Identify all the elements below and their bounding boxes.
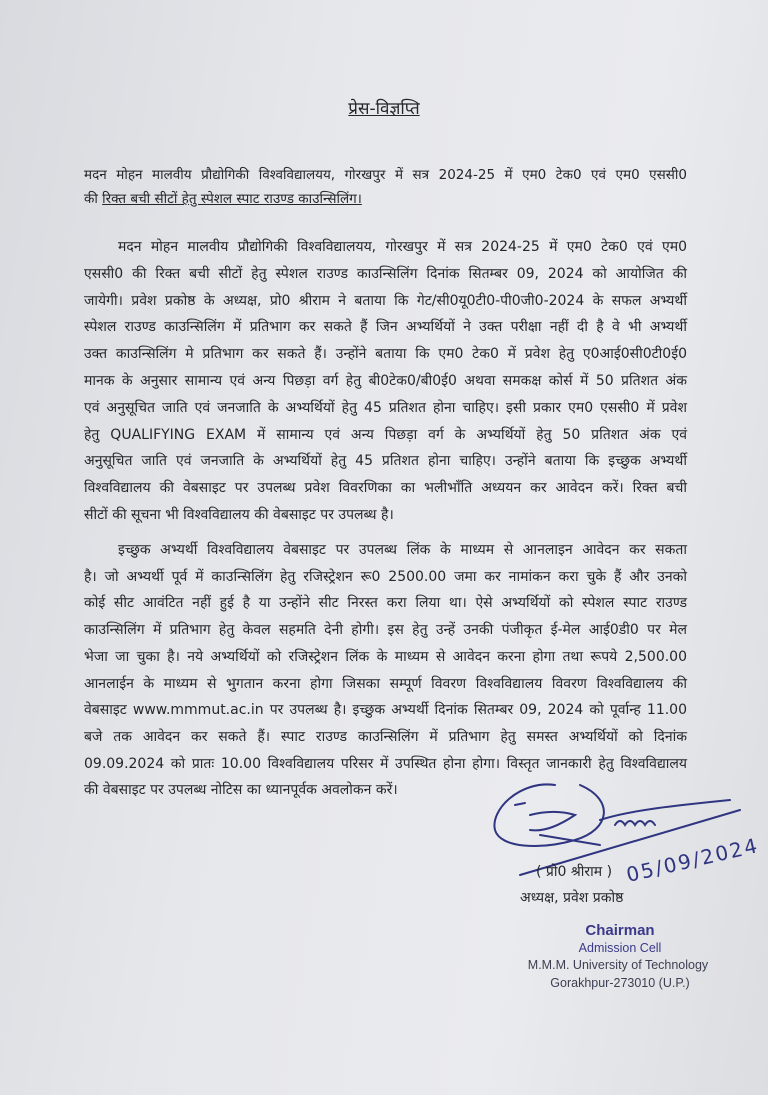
stamp-line-2: Admission Cell (578, 941, 662, 955)
page-title (0, 96, 768, 119)
handwritten-date: 05/09/2024 (624, 833, 762, 887)
paragraph-line: एससी0 की रिक्त बची सीटों हेतु स्पेशल राउण्ड काउन्सिलिंग दिनांक सितम्बर 09, 2024 को आयोजित की (84, 265, 687, 282)
stamp-line-1: Chairman (585, 922, 655, 939)
paragraph-line: बजे तक आवेदन कर सकते हैं। स्पाट राउण्ड काउन्सिलिंग में प्रतिभाग हेतु समस्त अभ्यर्थियों को दिनांक (84, 728, 687, 745)
paragraph-line: भेजा जा चुका है। नये अभ्यर्थियों को रजिस्ट्रेशन लिंक के माध्यम से आवेदन करना होगा तथा रूपये 2,500.00 (84, 648, 687, 665)
stamp-line-4: Gorakhpur-273010 (U.P.) (550, 976, 690, 990)
title-text: प्रेस-विज्ञप्ति (348, 99, 420, 119)
paragraph-line: वेबसाइट www.mmmut.ac.in पर उपलब्ध है। इच्छुक अभ्यर्थी दिनांक सितम्बर 09, 2024 को पूर्वान्ह 11.00 (84, 702, 687, 719)
paragraph-line: इच्छुक अभ्यर्थी विश्वविद्यालय वेबसाइट पर उपलब्ध लिंक के माध्यम से आनलाइन आवेदन कर सकता (118, 542, 687, 558)
paragraph-line: आनलाईन के माध्यम से भुगतान करना होगा जिसका सम्पूर्ण विवरण विश्वविद्यालय विवरण विश्वविद्यालय की (84, 675, 687, 692)
subject-underlined: रिक्त बची सीटों हेतु स्पेशल स्पाट राउण्ड काउन्सिलिंग। (102, 191, 362, 207)
subject-line-2 (84, 189, 687, 207)
paragraph-line: है। जो अभ्यर्थी पूर्व में काउन्सिलिंग हेतु रजिस्ट्रेशन रू0 2500.00 जमा कर नामांकन करा चुके हैं और उनको (84, 568, 687, 585)
paragraph-line: हेतु QUALIFYING EXAM में सामान्य एवं अन्य पिछड़ा वर्ग के अभ्यर्थियों हेतु 50 प्रतिशत अंक एवं (84, 426, 687, 443)
paragraph-line: काउन्सिलिंग में प्रतिभाग हेतु केवल सहमति देनी होगी। इस हेतु उन्हें उनकी पंजीकृत ई-मेल आई0डी0 पर मेल (84, 622, 687, 639)
stamp-line-3: M.M.M. University of Technology (527, 958, 709, 972)
subject-prefix: की (84, 191, 103, 207)
paragraph-line: उक्त काउन्सिलिंग मे प्रतिभाग कर सकते हैं। उन्होंने बताया कि एम0 टेक0 में प्रवेश हेतु ए0आई0सी0टी0ई0 (84, 346, 687, 363)
paragraph-line: जायेगी। प्रवेश प्रकोष्ठ के अध्यक्ष, प्रो0 श्रीराम ने बताया कि गेट/सी0यू0टी0-पी0जी0-2024 के सफल अभ्यर्थी (84, 292, 687, 309)
paragraph-line: अनुसूचित जाति एवं जनजाति के अभ्यर्थियों हेतु 45 प्रतिशत होना चाहिए। उन्होंने बताया कि इच्छुक अभ्यर्थी (84, 453, 687, 470)
paragraph-line: 09.09.2024 को प्रातः 10.00 विश्वविद्यालय परिसर में उपस्थित होना होगा। विस्तृत जानकारी हेतु विश्वविद्यालय (84, 755, 687, 772)
signatory-designation: अध्यक्ष, प्रवेश प्रकोष्ठ (520, 890, 624, 906)
paragraph-line: स्पेशल राउण्ड काउन्सिलिंग में प्रतिभाग कर सकते हैं जिन अभ्यर्थियों ने उक्त परीक्षा नहीं दी है वे भी अभ्यर्थी (84, 319, 687, 336)
signatory-name: ( प्रो0 श्रीराम ) (536, 864, 613, 880)
subject-line-1: मदन मोहन मालवीय प्रौद्योगिकी विश्वविद्यालयय, गोरखपुर में सत्र 2024-25 में एम0 टेक0 एवं एम0 एससी0 (84, 167, 687, 183)
paragraph-line: मानक के अनुसार सामान्य एवं अन्य पिछड़ा वर्ग हेतु बी0टेक0/बी0ई0 अथवा समकक्ष कोर्स में 50 प्रतिशत अंक (84, 373, 687, 389)
paragraph-line: मदन मोहन मालवीय प्रौद्योगिकी विश्वविद्यालयय, गोरखपुर में सत्र 2024-25 में एम0 टेक0 एवं एम0 (118, 239, 687, 255)
paragraph-line: कोई सीट आवंटित नहीं हुई है या उन्होंने सीट निरस्त करा लिया था। ऐसे अभ्यर्थियों को स्पेशल स्पाट राउण्ड (84, 595, 687, 612)
paragraph-line: सीटों की सूचना भी विश्वविद्यालय की वेबसाइट पर उपलब्ध है। (84, 507, 394, 523)
paragraph-line: एवं अनुसूचित जाति एवं जनजाति के अभ्यर्थियों हेतु 45 प्रतिशत होना चाहिए। इसी प्रकार एम0 एससी0 में प्रवेश (84, 399, 687, 416)
paragraph-line: की वेबसाइट पर उपलब्ध नोटिस का ध्यानपूर्वक अवलोकन करें। (84, 782, 398, 799)
paragraph-line: विश्वविद्यालय की वेबसाइट पर उपलब्ध प्रवेश विवरणिका का भलीभाँति अध्ययन कर आवेदन करें। रिक्त बची (84, 480, 687, 497)
